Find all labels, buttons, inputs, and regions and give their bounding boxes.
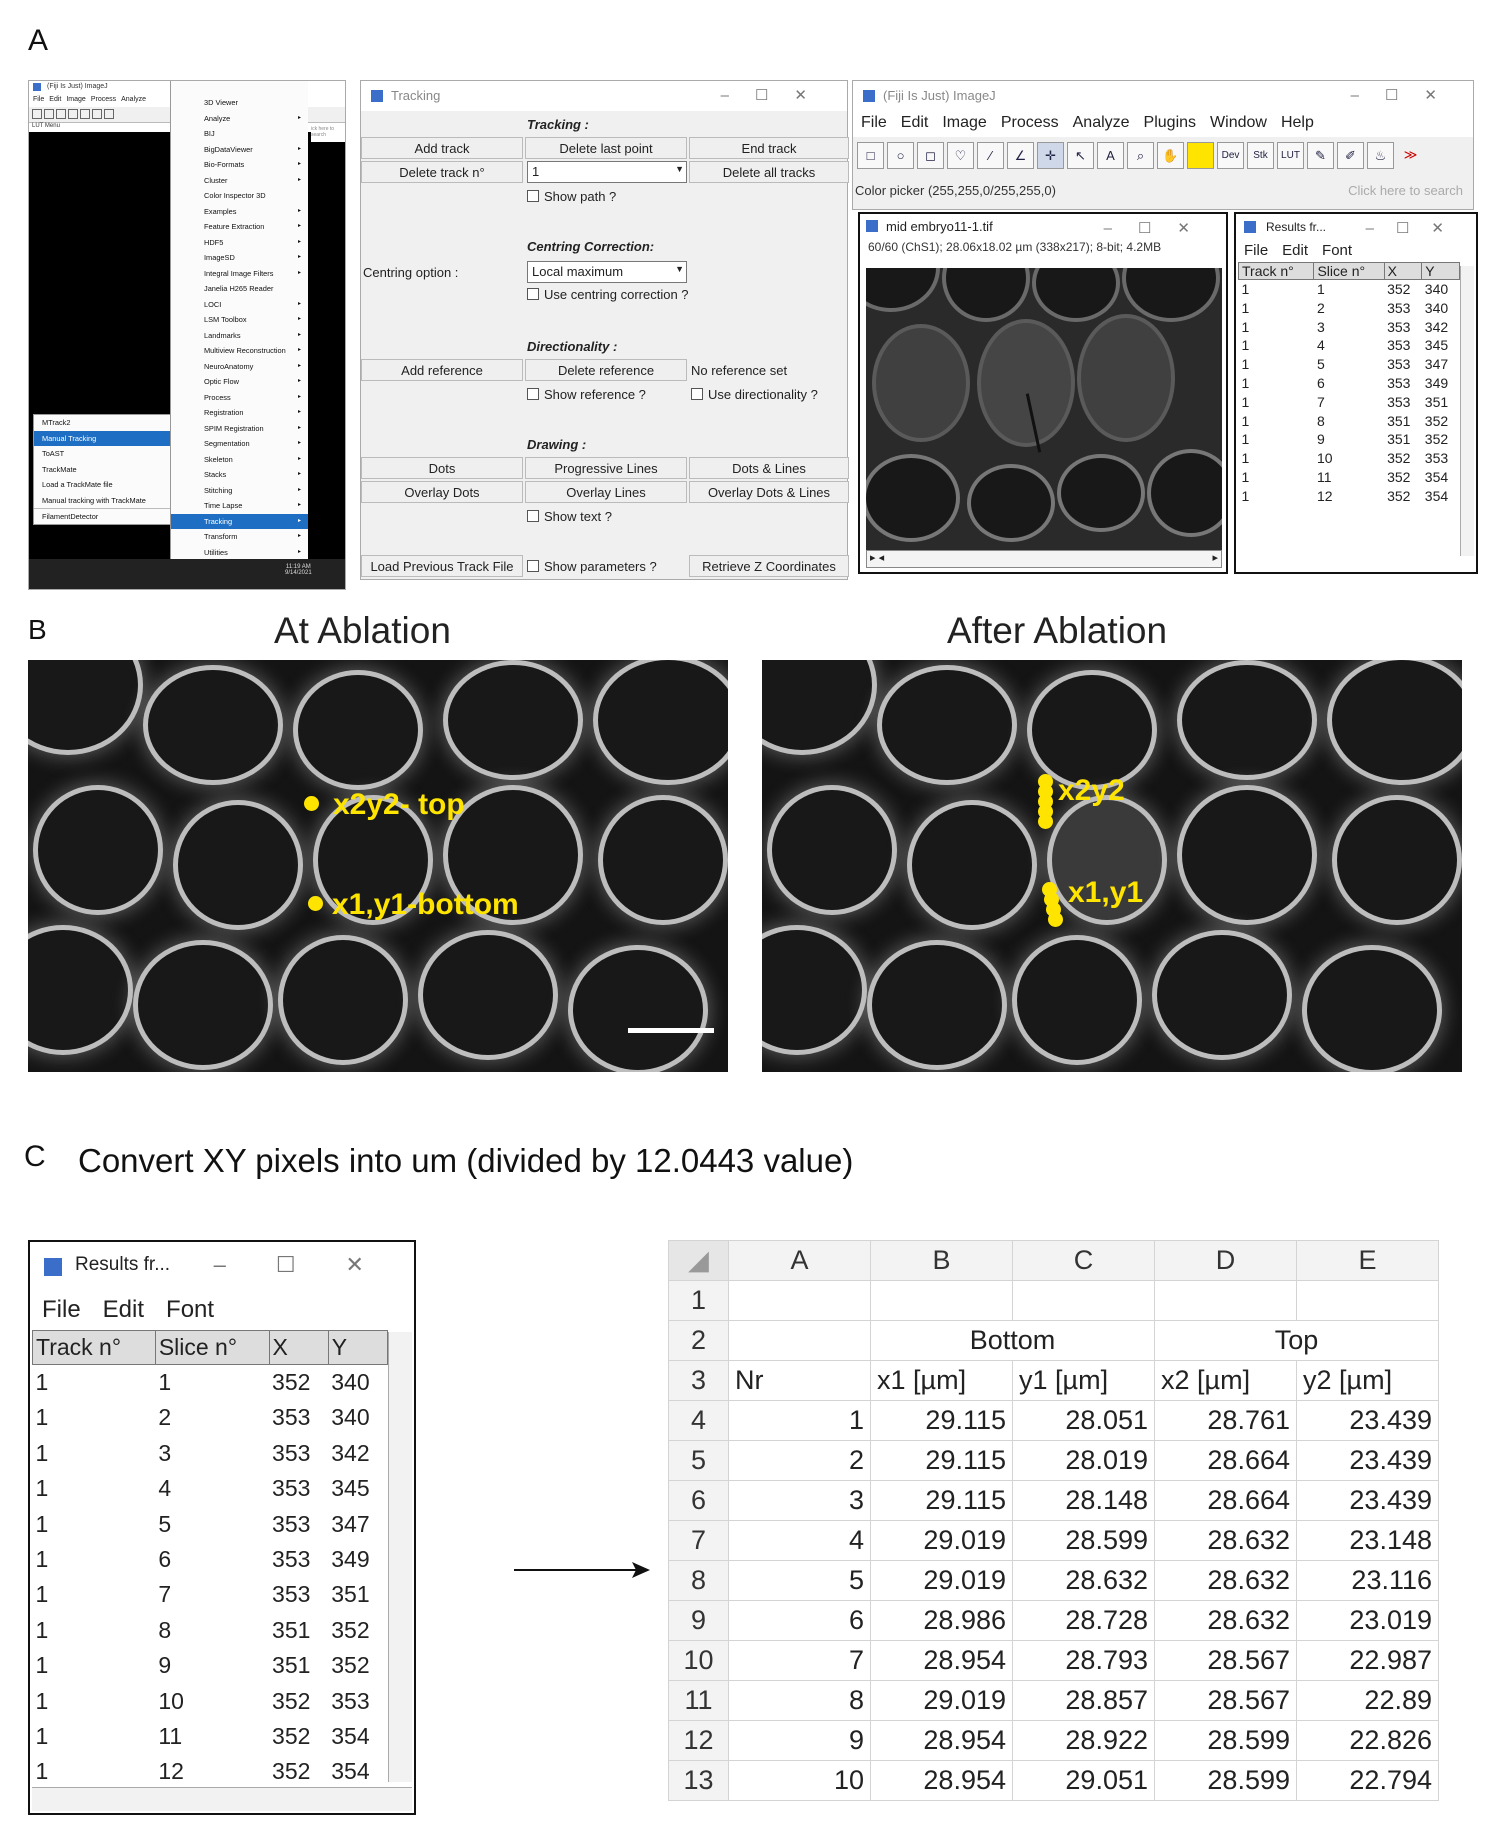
- tracking-window: [360, 80, 848, 580]
- results-title: Results fr... –☐✕: [1236, 214, 1476, 240]
- use-directionality-checkbox[interactable]: Use directionality ?: [691, 387, 818, 402]
- plugins-menu-item[interactable]: Feature Extraction ▸: [204, 222, 301, 231]
- table-row[interactable]: 1 11 352 354: [35, 1723, 370, 1750]
- plugins-menu-item[interactable]: Analyze ▸: [204, 113, 301, 123]
- plugins-menu-item[interactable]: Landmarks ▸: [204, 330, 301, 340]
- panel-label-b: B: [28, 614, 47, 645]
- results-menu-file[interactable]: File: [42, 1296, 81, 1323]
- table-row[interactable]: 12 9 28.954 28.922 28.599 22.826: [669, 1721, 1439, 1761]
- dev-tool-icon[interactable]: Dev: [1217, 142, 1244, 169]
- table-row[interactable]: 1 4 353 345: [35, 1475, 370, 1502]
- plugins-menu-item[interactable]: 3D Viewer: [204, 98, 238, 107]
- marker-dot-bottom: [308, 896, 323, 911]
- plugins-menu-item[interactable]: ImageSD ▸: [204, 253, 301, 262]
- delete-track-button[interactable]: Delete track n°: [361, 161, 523, 183]
- dots-button[interactable]: Dots: [361, 457, 523, 479]
- table-row[interactable]: 1 5 353 347: [35, 1510, 370, 1537]
- column-header[interactable]: Track n°: [1239, 263, 1314, 280]
- at-ablation-title: At Ablation: [274, 610, 451, 651]
- table-row[interactable]: 1 8 351 352: [1241, 412, 1449, 429]
- plugins-menu-item[interactable]: BigDataViewer ▸: [204, 144, 301, 154]
- plugins-menu-item[interactable]: Process ▸: [204, 392, 301, 402]
- plugins-menu-item[interactable]: Optic Flow ▸: [204, 377, 301, 386]
- menu-process[interactable]: Process: [1000, 114, 1059, 131]
- table-row[interactable]: 1 6 353 349: [1241, 374, 1449, 391]
- tracking-title: Tracking –☐✕: [361, 81, 847, 111]
- add-track-button[interactable]: Add track: [361, 137, 523, 159]
- table-row[interactable]: 1 3 353 342: [35, 1439, 370, 1466]
- plugins-menu-item[interactable]: Examples ▸: [204, 206, 301, 216]
- select-all-corner[interactable]: ◢: [669, 1241, 729, 1281]
- no-reference-status: No reference set: [691, 363, 788, 378]
- header-cell[interactable]: y1 [µm]: [1013, 1361, 1155, 1401]
- more-tools-icon[interactable]: ≫: [1403, 147, 1418, 162]
- horizontal-scrollbar[interactable]: [32, 1787, 412, 1811]
- fiji-logo-icon: [33, 83, 41, 91]
- table-row[interactable]: 9 6 28.986 28.728 28.632 23.019: [669, 1601, 1439, 1641]
- taskbar: [29, 559, 346, 589]
- plugins-menu-item[interactable]: SPIM Registration ▸: [204, 423, 301, 433]
- centring-option-label: Centring option :: [363, 265, 459, 280]
- brush-tool-icon[interactable]: ✐: [1337, 142, 1364, 169]
- show-path-checkbox[interactable]: Show path ?: [527, 189, 616, 204]
- results-menu-file[interactable]: File: [1244, 242, 1269, 259]
- column-header[interactable]: C: [1013, 1241, 1155, 1281]
- table-row[interactable]: 1 5 353 347: [1241, 356, 1449, 373]
- track-dot-top: [1038, 814, 1053, 829]
- panel-label-a: A: [28, 24, 49, 57]
- hand-tool-icon[interactable]: ✋: [1157, 142, 1184, 169]
- marker-label-top: x2y2- top: [333, 788, 465, 821]
- menu-edit[interactable]: Edit: [900, 114, 929, 131]
- results-table: [32, 1330, 388, 1790]
- column-header[interactable]: X: [269, 1331, 328, 1365]
- image-window: [858, 212, 1228, 574]
- plugins-menu-item[interactable]: Registration ▸: [204, 408, 301, 417]
- imagej-title: (Fiji Is Just) ImageJ –☐✕: [853, 81, 1473, 111]
- plugins-menu-item[interactable]: Bio-Formats ▸: [204, 160, 301, 169]
- progressive-lines-button[interactable]: Progressive Lines: [525, 457, 687, 479]
- fiji-menu-edit[interactable]: Edit: [49, 96, 62, 103]
- tracking-submenu-item-manual-tracking[interactable]: Manual Tracking: [34, 431, 170, 447]
- tracking-submenu-item[interactable]: FilamentDetector: [34, 508, 170, 524]
- dots-lines-button[interactable]: Dots & Lines: [689, 457, 849, 479]
- table-row[interactable]: 1 9 351 352: [1241, 431, 1449, 448]
- table-row[interactable]: 1 3 353 342: [1241, 318, 1449, 335]
- table-row[interactable]: 1 2 353 340: [35, 1404, 370, 1431]
- marker-dot-top: [304, 796, 319, 811]
- column-header[interactable]: Track n°: [33, 1331, 156, 1365]
- plugins-menu-item[interactable]: Time Lapse ▸: [204, 501, 301, 510]
- scale-bar: [628, 1028, 714, 1033]
- header-cell[interactable]: y2 [µm]: [1297, 1361, 1439, 1401]
- fiji-title: (Fiji Is Just) ImageJ: [29, 81, 345, 95]
- window-controls[interactable]: –☐✕: [1350, 87, 1463, 104]
- results-table: [1238, 262, 1460, 506]
- fiji-logo-icon: [866, 220, 878, 232]
- image-window-title: mid embryo11-1.tif –☐✕: [860, 214, 1226, 240]
- track-dot-bottom: [1048, 912, 1063, 927]
- show-text-checkbox[interactable]: Show text ?: [527, 509, 612, 524]
- image-info: 60/60 (ChS1); 28.06x18.02 µm (338x217); 8-bit; 4.2MB: [868, 240, 1162, 254]
- results-menu-edit[interactable]: Edit: [1282, 242, 1309, 259]
- table-row[interactable]: 13 10 28.954 29.051 28.599 22.794: [669, 1761, 1439, 1801]
- point-tool-icon[interactable]: ✛: [1037, 142, 1064, 169]
- section-centring: Centring Correction:: [527, 239, 655, 254]
- results-menubar: [30, 1294, 414, 1330]
- slice-scrollbar[interactable]: ▸ ◂ ▸: [866, 550, 1222, 568]
- oval-tool-icon[interactable]: [44, 109, 54, 119]
- vertical-scrollbar[interactable]: [388, 1332, 412, 1782]
- track-label-top: x2y2: [1058, 774, 1125, 807]
- plugins-menu-item[interactable]: Skeleton ▸: [204, 454, 301, 464]
- window-controls[interactable]: –☐✕: [720, 87, 833, 104]
- centring-option-select[interactable]: Local maximum ▼: [527, 261, 687, 283]
- rectangle-tool-icon[interactable]: □: [857, 142, 884, 169]
- section-drawing: Drawing :: [527, 437, 587, 452]
- column-header[interactable]: D: [1155, 1241, 1297, 1281]
- results-menu-font[interactable]: Font: [166, 1296, 215, 1323]
- table-row[interactable]: 10 7 28.954 28.793 28.567 22.987: [669, 1641, 1439, 1681]
- tracking-submenu-item[interactable]: Manual tracking with TrackMate: [42, 495, 146, 505]
- marker-label-bottom: x1,y1-bottom: [332, 888, 519, 921]
- table-row[interactable]: 1 7 353 351: [35, 1581, 370, 1608]
- track-label-bottom: x1,y1: [1068, 876, 1144, 909]
- plugins-menu: [170, 81, 308, 590]
- chevron-down-icon: ▼: [675, 164, 684, 174]
- angle-tool-icon[interactable]: ∠: [1007, 142, 1034, 169]
- fiji-menu-image[interactable]: Image: [66, 96, 86, 103]
- text-tool-icon[interactable]: [104, 109, 114, 119]
- window-controls[interactable]: –☐✕: [213, 1252, 414, 1277]
- spreadsheet: [668, 1240, 1450, 1806]
- show-reference-checkbox[interactable]: Show reference ?: [527, 387, 646, 402]
- row-header[interactable]: 1: [669, 1281, 729, 1321]
- table-row[interactable]: 1 1 352 340: [35, 1369, 370, 1395]
- table-row[interactable]: 1 12 352 354: [1241, 487, 1449, 504]
- add-reference-button[interactable]: Add reference: [361, 359, 523, 381]
- polygon-tool-icon[interactable]: ◻: [917, 142, 944, 169]
- freehand-tool-icon[interactable]: [68, 109, 78, 119]
- plugins-menu-item[interactable]: LOCI ▸: [204, 299, 301, 309]
- plugins-menu-item[interactable]: BIJ: [204, 129, 215, 138]
- micrograph-at-ablation: [28, 660, 728, 1072]
- track-number-select[interactable]: 1 ▼: [527, 161, 687, 183]
- fiji-lut-menu: LUT Menu: [29, 123, 345, 132]
- freehand-tool-icon[interactable]: ♡: [947, 142, 974, 169]
- status-bar: Color picker (255,255,0/255,255,0): [855, 183, 1056, 198]
- plugins-menu-item[interactable]: HDF5 ▸: [204, 237, 301, 247]
- table-row[interactable]: 1 11 352 354: [1241, 468, 1449, 485]
- taskbar-clock: 11:19 AM 9/14/2021: [285, 564, 312, 576]
- row-header[interactable]: 3: [669, 1361, 729, 1401]
- panel-label-c: C: [24, 1140, 46, 1173]
- menu-image[interactable]: Image: [942, 114, 987, 131]
- section-directionality: Directionality :: [527, 339, 618, 354]
- angle-tool-icon[interactable]: [92, 109, 102, 119]
- table-row[interactable]: 7 4 29.019 28.599 28.632 23.148: [669, 1521, 1439, 1561]
- magnifier-tool-icon[interactable]: ⌕: [1127, 142, 1154, 169]
- fiji-menu-process[interactable]: Process: [90, 96, 117, 103]
- column-header[interactable]: Y: [1422, 263, 1460, 280]
- micrograph-after-ablation: [762, 660, 1462, 1072]
- delete-all-tracks-button[interactable]: Delete all tracks: [689, 161, 849, 183]
- menu-plugins[interactable]: Plugins: [1143, 114, 1197, 131]
- column-header[interactable]: X: [1384, 263, 1422, 280]
- table-row[interactable]: 11 8 29.019 28.857 28.567 22.89: [669, 1681, 1439, 1721]
- search-box[interactable]: Click here to search: [1348, 183, 1463, 198]
- delete-last-point-button[interactable]: Delete last point: [525, 137, 687, 159]
- polygon-tool-icon[interactable]: [56, 109, 66, 119]
- vertical-scrollbar[interactable]: [1460, 266, 1474, 556]
- plugins-menu-item[interactable]: NeuroAnatomy ▸: [204, 361, 301, 371]
- stk-tool-icon[interactable]: Stk: [1247, 142, 1274, 169]
- window-controls[interactable]: –☐✕: [1103, 220, 1216, 237]
- table-row[interactable]: 6 3 29.115 28.148 28.664 23.439: [669, 1481, 1439, 1521]
- load-previous-track-button[interactable]: Load Previous Track File: [361, 555, 523, 577]
- plugins-menu-item[interactable]: Multiview Reconstruction ▸: [204, 346, 301, 355]
- column-header[interactable]: Slice n°: [1314, 263, 1384, 280]
- oval-tool-icon[interactable]: ○: [887, 142, 914, 169]
- fiji-search-hint: ick here to search: [311, 126, 345, 142]
- column-header[interactable]: A: [729, 1241, 871, 1281]
- plugins-menu-item[interactable]: Segmentation ▸: [204, 439, 301, 448]
- results-menu-font[interactable]: Font: [1322, 242, 1353, 259]
- plugins-menu-item[interactable]: Stacks ▸: [204, 470, 301, 479]
- line-tool-icon[interactable]: [80, 109, 90, 119]
- table-row[interactable]: 8 5 29.019 28.632 28.632 23.116: [669, 1561, 1439, 1601]
- table-row[interactable]: 1 12 352 354: [35, 1758, 370, 1785]
- table-row[interactable]: 1 7 353 351: [1241, 393, 1449, 410]
- color-picker-icon[interactable]: [1187, 142, 1214, 169]
- end-track-button[interactable]: End track: [689, 137, 849, 159]
- table-row[interactable]: 1 6 353 349: [35, 1546, 370, 1573]
- table-row[interactable]: 5 2 29.115 28.019 28.664 23.439: [669, 1441, 1439, 1481]
- column-header[interactable]: Y: [328, 1331, 387, 1365]
- plugins-menu-item-tracking[interactable]: Tracking ▸: [171, 514, 308, 530]
- table-row[interactable]: 1 9 351 352: [35, 1652, 370, 1679]
- plugins-menu-item[interactable]: Transform ▸: [204, 532, 301, 541]
- table-row[interactable]: 1 10 352 353: [1241, 450, 1449, 467]
- table-row[interactable]: 4 1 29.115 28.051 28.761 23.439: [669, 1401, 1439, 1441]
- column-header[interactable]: E: [1297, 1241, 1439, 1281]
- bottom-group-label[interactable]: Bottom: [871, 1321, 1155, 1361]
- tracking-submenu-item[interactable]: Load a TrackMate file: [42, 480, 113, 489]
- chevron-down-icon: ▼: [675, 264, 684, 274]
- fiji-menu-file[interactable]: File: [33, 96, 45, 103]
- menu-window[interactable]: Window: [1210, 114, 1267, 131]
- row-header[interactable]: 2: [669, 1321, 729, 1361]
- menu-help[interactable]: Help: [1280, 114, 1314, 131]
- results-window-small: [1234, 212, 1478, 574]
- panel-c-caption: Convert XY pixels into um (divided by 12.0443 value): [78, 1142, 854, 1179]
- text-tool-icon[interactable]: A: [1097, 142, 1124, 169]
- plugins-menu-item[interactable]: Color Inspector 3D: [204, 191, 266, 200]
- embryo-image[interactable]: [866, 268, 1222, 552]
- results-menubar: [1236, 240, 1476, 262]
- header-cell[interactable]: Nr: [729, 1361, 871, 1401]
- menu-file[interactable]: File: [861, 114, 887, 131]
- spreadsheet-grid: [668, 1240, 1439, 1801]
- fiji-logo-icon: [44, 1258, 62, 1276]
- rect-tool-icon[interactable]: [32, 109, 42, 119]
- results-window-large: [28, 1240, 416, 1815]
- imagej-toolbar: [853, 137, 1473, 177]
- arrow-icon: [512, 1560, 652, 1580]
- wand-tool-icon[interactable]: ↖: [1067, 142, 1094, 169]
- line-tool-icon[interactable]: ∕: [977, 142, 1004, 169]
- plugins-menu-item[interactable]: Janelia H265 Reader: [204, 284, 274, 293]
- delete-reference-button[interactable]: Delete reference: [525, 359, 687, 381]
- tracking-submenu: [33, 414, 171, 525]
- plugins-menu-item[interactable]: Utilities ▸: [204, 547, 301, 557]
- header-cell[interactable]: x1 [µm]: [871, 1361, 1013, 1401]
- header-cell[interactable]: x2 [µm]: [1155, 1361, 1297, 1401]
- plugins-menu-item[interactable]: LSM Toolbox ▸: [204, 315, 301, 324]
- results-menu-edit[interactable]: Edit: [102, 1296, 145, 1323]
- imagej-window: [852, 80, 1474, 210]
- lut-tool-icon[interactable]: LUT: [1277, 142, 1304, 169]
- window-controls[interactable]: –☐✕: [1365, 220, 1466, 237]
- retrieve-z-button[interactable]: Retrieve Z Coordinates: [689, 555, 849, 577]
- overlay-dots-lines-button[interactable]: Overlay Dots & Lines: [689, 481, 849, 503]
- table-row[interactable]: 1 2 353 340: [1241, 299, 1449, 316]
- tracking-submenu-item[interactable]: MTrack2: [42, 418, 71, 427]
- plugins-menu-item[interactable]: Stitching ▸: [204, 485, 301, 495]
- imagej-menubar: [853, 111, 1473, 137]
- fiji-logo-icon: [371, 90, 383, 102]
- results-title: Results fr... –☐✕: [30, 1242, 414, 1294]
- plugins-menu-item[interactable]: Integral Image Filters ▸: [204, 268, 301, 278]
- table-row[interactable]: 1 1 352 340: [1241, 281, 1449, 297]
- table-row[interactable]: 1 10 352 353: [35, 1687, 370, 1714]
- flood-fill-icon[interactable]: ♨: [1367, 142, 1394, 169]
- fiji-logo-icon: [863, 90, 875, 102]
- use-centring-checkbox[interactable]: Use centring correction ?: [527, 287, 689, 302]
- plugins-menu-item[interactable]: Cluster ▸: [204, 175, 301, 185]
- after-ablation-title: After Ablation: [947, 610, 1168, 651]
- tracking-submenu-item[interactable]: TrackMate: [42, 464, 77, 474]
- fiji-screenshot: [28, 80, 346, 590]
- menu-analyze[interactable]: Analyze: [1072, 114, 1130, 131]
- show-parameters-checkbox[interactable]: Show parameters ?: [527, 559, 657, 574]
- pencil-tool-icon[interactable]: ✎: [1307, 142, 1334, 169]
- overlay-lines-button[interactable]: Overlay Lines: [525, 481, 687, 503]
- top-group-label[interactable]: Top: [1155, 1321, 1439, 1361]
- table-row[interactable]: 1 4 353 345: [1241, 337, 1449, 354]
- fiji-logo-icon: [1244, 221, 1256, 233]
- overlay-dots-button[interactable]: Overlay Dots: [361, 481, 523, 503]
- column-header[interactable]: Slice n°: [155, 1331, 269, 1365]
- section-tracking: Tracking :: [527, 117, 589, 132]
- tracking-submenu-item[interactable]: ToAST: [42, 449, 65, 458]
- table-row[interactable]: 1 8 351 352: [35, 1616, 370, 1643]
- fiji-menu-analyze[interactable]: Analyze: [121, 96, 147, 103]
- column-header[interactable]: B: [871, 1241, 1013, 1281]
